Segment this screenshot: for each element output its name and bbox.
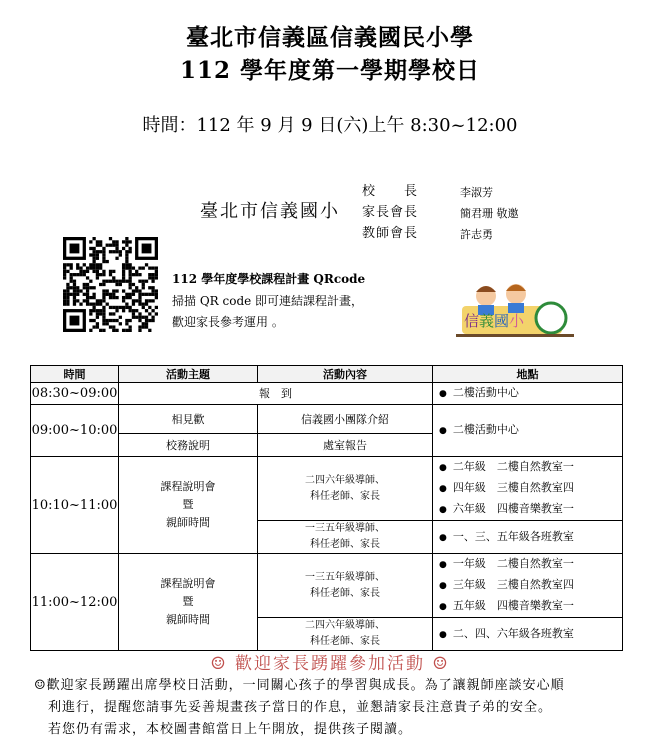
time-cell: 11:00~12:00 bbox=[31, 554, 119, 651]
qr-desc: 掃描 QR code 即可連結課程計畫， bbox=[172, 294, 364, 308]
location-cell: ● 二樓活動中心 bbox=[433, 383, 623, 405]
content-cell: 信義國小團隊介紹 bbox=[258, 405, 433, 434]
school-title: 臺北市信義區信義國民小學 bbox=[186, 24, 474, 51]
location-cell: ● 一年級 二樓自然教室一 ● 三年級 三樓自然教室四 ● 五年級 四樓音樂教室一 bbox=[433, 554, 623, 618]
event-date: 時間：112 年 9 月 9 日(六)上午 8:30~12:00 bbox=[142, 115, 518, 136]
header-location: 地點 bbox=[433, 366, 623, 383]
logo-text: 信義國小 bbox=[464, 312, 525, 330]
signatory-role: 教師會長 bbox=[362, 226, 419, 241]
topic-cell: 課程說明會 暨 親師時間 bbox=[119, 457, 258, 554]
topic-cell: 校務說明 bbox=[119, 434, 258, 457]
location-cell: ● 一、三、五年級各班教室 bbox=[433, 521, 623, 554]
qr-title: 112 學年度學校課程計畫 QRcode bbox=[172, 272, 366, 286]
time-cell: 09:00~10:00 bbox=[31, 405, 119, 457]
header-content: 活動內容 bbox=[258, 366, 433, 383]
header-topic: 活動主題 bbox=[119, 366, 258, 383]
signatory-name: 簡君珊 敬邀 bbox=[460, 207, 519, 220]
content-cell: 報 到 bbox=[119, 383, 433, 405]
schedule-table bbox=[30, 365, 623, 651]
topic-cell: 課程說明會 暨 親師時間 bbox=[119, 554, 258, 651]
signatory-name: 許志勇 bbox=[460, 228, 493, 241]
content-cell: 二四六年級導師、 科任老師、家長 bbox=[258, 457, 433, 521]
location-cell: ● 二樓活動中心 bbox=[433, 405, 623, 457]
location-cell: ● 二年級 二樓自然教室一 ● 四年級 三樓自然教室四 ● 六年級 四樓音樂教室一 bbox=[433, 457, 623, 521]
signatory-role: 校 長 bbox=[362, 184, 419, 199]
content-cell: 二四六年級導師、 科任老師、家長 bbox=[258, 618, 433, 651]
lower-section bbox=[0, 365, 660, 741]
topic-cell: 相見歡 bbox=[119, 405, 258, 434]
time-cell: 10:10~11:00 bbox=[31, 457, 119, 554]
qr-code-icon[interactable] bbox=[63, 237, 158, 332]
location-cell: ● 二、四、六年級各班教室 bbox=[433, 618, 623, 651]
inviter-school: 臺北市信義國小 bbox=[200, 201, 340, 222]
welcome-banner: ☺ 歡迎家長踴躍參加活動 ☺ bbox=[210, 654, 450, 674]
qr-desc: 歡迎家長參考運用 。 bbox=[172, 315, 284, 329]
notice-line: 利進行，提醒您請事先妥善規畫孩子當日的作息，並懇請家長注意貴子弟的安全。 bbox=[48, 700, 553, 715]
content-cell: 一三五年級導師、 科任老師、家長 bbox=[258, 554, 433, 618]
signatory-name: 李淑芳 bbox=[460, 186, 493, 199]
notice-line: ☺歡迎家長踴躍出席學校日活動，一同關心孩子的學習與成長。為了讓親師座談安心順 bbox=[34, 678, 565, 693]
notice-line: 若您仍有需求，本校圖書館當日上午開放，提供孩子閱讀。 bbox=[48, 722, 413, 737]
content-cell: 處室報告 bbox=[258, 434, 433, 457]
time-cell: 08:30~09:00 bbox=[31, 383, 119, 405]
signatory-role: 家長會長 bbox=[362, 205, 419, 220]
school-logo bbox=[456, 278, 574, 340]
content-cell: 一三五年級導師、 科任老師、家長 bbox=[258, 521, 433, 554]
event-title: 112 學年度第一學期學校日 bbox=[179, 57, 481, 84]
header-time: 時間 bbox=[31, 366, 119, 383]
